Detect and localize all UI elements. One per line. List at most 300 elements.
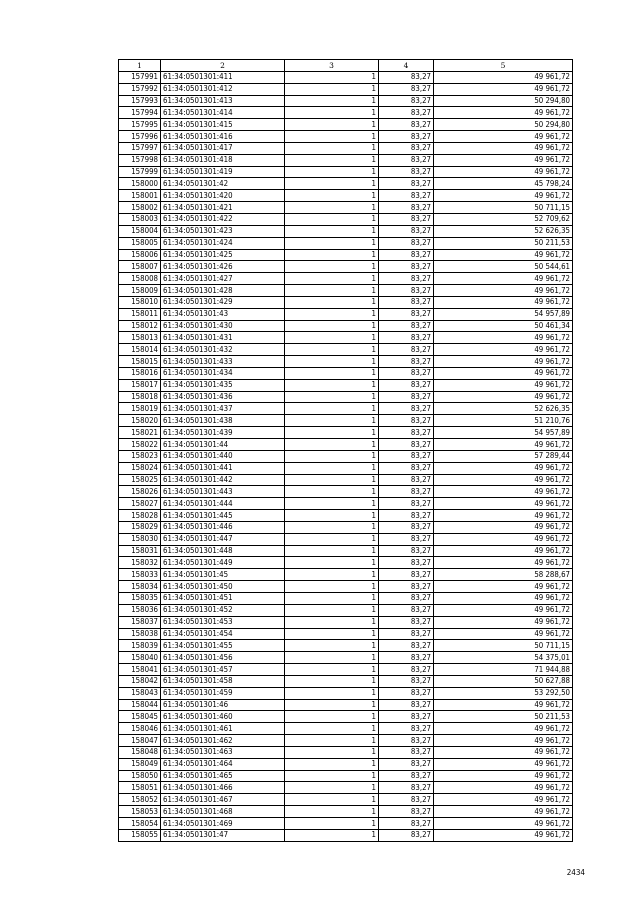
table-row <box>119 462 573 474</box>
cadastral-number-cell: 61:34:0501301:457 <box>161 664 285 676</box>
row-number-cell: 158001 <box>119 190 161 202</box>
value-cell: 49 961,72 <box>434 107 573 119</box>
value-cell: 49 961,72 <box>434 391 573 403</box>
value-cell: 49 961,72 <box>434 521 573 533</box>
area-cell: 83,27 <box>379 391 434 403</box>
quantity-cell: 1 <box>285 71 379 83</box>
table-row <box>119 818 573 830</box>
cadastral-number-cell: 61:34:0501301:469 <box>161 818 285 830</box>
value-cell: 49 961,72 <box>434 557 573 569</box>
area-cell: 83,27 <box>379 249 434 261</box>
area-cell: 83,27 <box>379 379 434 391</box>
cadastral-number-cell: 61:34:0501301:461 <box>161 723 285 735</box>
cadastral-number-cell: 61:34:0501301:435 <box>161 379 285 391</box>
area-cell: 83,27 <box>379 818 434 830</box>
quantity-cell: 1 <box>285 367 379 379</box>
quantity-cell: 1 <box>285 107 379 119</box>
area-cell: 83,27 <box>379 439 434 451</box>
cadastral-number-cell: 61:34:0501301:42 <box>161 178 285 190</box>
cadastral-number-cell: 61:34:0501301:465 <box>161 770 285 782</box>
table-row <box>119 379 573 391</box>
cadastral-number-cell: 61:34:0501301:467 <box>161 794 285 806</box>
table-row <box>119 249 573 261</box>
area-cell: 83,27 <box>379 652 434 664</box>
quantity-cell: 1 <box>285 403 379 415</box>
table-row <box>119 652 573 664</box>
cadastral-number-cell: 61:34:0501301:432 <box>161 344 285 356</box>
value-cell: 50 711,15 <box>434 640 573 652</box>
row-number-cell: 158054 <box>119 818 161 830</box>
table-row <box>119 521 573 533</box>
cadastral-number-cell: 61:34:0501301:426 <box>161 261 285 273</box>
row-number-cell: 157992 <box>119 83 161 95</box>
row-number-cell: 158035 <box>119 592 161 604</box>
quantity-cell: 1 <box>285 758 379 770</box>
quantity-cell: 1 <box>285 711 379 723</box>
value-cell: 49 961,72 <box>434 367 573 379</box>
value-cell: 54 957,89 <box>434 308 573 320</box>
cadastral-number-cell: 61:34:0501301:430 <box>161 320 285 332</box>
table-row <box>119 296 573 308</box>
area-cell: 83,27 <box>379 616 434 628</box>
column-header-4: 4 <box>379 60 434 72</box>
table-row <box>119 439 573 451</box>
row-number-cell: 158053 <box>119 806 161 818</box>
value-cell: 49 961,72 <box>434 806 573 818</box>
value-cell: 49 961,72 <box>434 474 573 486</box>
quantity-cell: 1 <box>285 213 379 225</box>
row-number-cell: 157998 <box>119 154 161 166</box>
quantity-cell: 1 <box>285 296 379 308</box>
quantity-cell: 1 <box>285 142 379 154</box>
area-cell: 83,27 <box>379 498 434 510</box>
cadastral-number-cell: 61:34:0501301:411 <box>161 71 285 83</box>
quantity-cell: 1 <box>285 131 379 143</box>
value-cell: 49 961,72 <box>434 166 573 178</box>
value-cell: 51 210,76 <box>434 415 573 427</box>
cadastral-number-cell: 61:34:0501301:434 <box>161 367 285 379</box>
quantity-cell: 1 <box>285 794 379 806</box>
table-row <box>119 356 573 368</box>
table-row <box>119 450 573 462</box>
cadastral-number-cell: 61:34:0501301:458 <box>161 675 285 687</box>
area-cell: 83,27 <box>379 699 434 711</box>
value-cell: 49 961,72 <box>434 699 573 711</box>
quantity-cell: 1 <box>285 285 379 297</box>
quantity-cell: 1 <box>285 652 379 664</box>
row-number-cell: 158003 <box>119 213 161 225</box>
cadastral-number-cell: 61:34:0501301:428 <box>161 285 285 297</box>
value-cell: 52 709,62 <box>434 213 573 225</box>
value-cell: 49 961,72 <box>434 190 573 202</box>
quantity-cell: 1 <box>285 640 379 652</box>
area-cell: 83,27 <box>379 403 434 415</box>
table-row <box>119 320 573 332</box>
area-cell: 83,27 <box>379 806 434 818</box>
area-cell: 83,27 <box>379 213 434 225</box>
area-cell: 83,27 <box>379 415 434 427</box>
table-row <box>119 592 573 604</box>
area-cell: 83,27 <box>379 95 434 107</box>
cadastral-number-cell: 61:34:0501301:452 <box>161 604 285 616</box>
cadastral-number-cell: 61:34:0501301:448 <box>161 545 285 557</box>
quantity-cell: 1 <box>285 83 379 95</box>
area-cell: 83,27 <box>379 510 434 522</box>
area-cell: 83,27 <box>379 285 434 297</box>
value-cell: 49 961,72 <box>434 462 573 474</box>
row-number-cell: 158032 <box>119 557 161 569</box>
table-row <box>119 71 573 83</box>
table-row <box>119 794 573 806</box>
row-number-cell: 158044 <box>119 699 161 711</box>
value-cell: 49 961,72 <box>434 356 573 368</box>
value-cell: 50 544,61 <box>434 261 573 273</box>
value-cell: 49 961,72 <box>434 758 573 770</box>
value-cell: 49 961,72 <box>434 770 573 782</box>
value-cell: 54 375,01 <box>434 652 573 664</box>
row-number-cell: 157999 <box>119 166 161 178</box>
area-cell: 83,27 <box>379 592 434 604</box>
table-row <box>119 723 573 735</box>
value-cell: 50 627,88 <box>434 675 573 687</box>
quantity-cell: 1 <box>285 344 379 356</box>
quantity-cell: 1 <box>285 664 379 676</box>
cadastral-number-cell: 61:34:0501301:414 <box>161 107 285 119</box>
area-cell: 83,27 <box>379 190 434 202</box>
quantity-cell: 1 <box>285 699 379 711</box>
page-number: 2434 <box>566 868 585 877</box>
table-row <box>119 344 573 356</box>
area-cell: 83,27 <box>379 462 434 474</box>
value-cell: 49 961,72 <box>434 616 573 628</box>
cadastral-number-cell: 61:34:0501301:44 <box>161 439 285 451</box>
table-row <box>119 758 573 770</box>
area-cell: 83,27 <box>379 581 434 593</box>
cadastral-number-cell: 61:34:0501301:421 <box>161 202 285 214</box>
row-number-cell: 157994 <box>119 107 161 119</box>
quantity-cell: 1 <box>285 486 379 498</box>
value-cell: 49 961,72 <box>434 285 573 297</box>
row-number-cell: 157991 <box>119 71 161 83</box>
value-cell: 49 961,72 <box>434 154 573 166</box>
document-table <box>118 59 573 842</box>
cadastral-number-cell: 61:34:0501301:464 <box>161 758 285 770</box>
quantity-cell: 1 <box>285 604 379 616</box>
area-cell: 83,27 <box>379 723 434 735</box>
row-number-cell: 158019 <box>119 403 161 415</box>
row-number-cell: 158011 <box>119 308 161 320</box>
cadastral-number-cell: 61:34:0501301:431 <box>161 332 285 344</box>
area-cell: 83,27 <box>379 486 434 498</box>
row-number-cell: 158012 <box>119 320 161 332</box>
row-number-cell: 157993 <box>119 95 161 107</box>
table-row <box>119 557 573 569</box>
cadastral-number-cell: 61:34:0501301:433 <box>161 356 285 368</box>
cadastral-number-cell: 61:34:0501301:463 <box>161 746 285 758</box>
row-number-cell: 158021 <box>119 427 161 439</box>
cadastral-number-cell: 61:34:0501301:456 <box>161 652 285 664</box>
row-number-cell: 158025 <box>119 474 161 486</box>
area-cell: 83,27 <box>379 225 434 237</box>
area-cell: 83,27 <box>379 735 434 747</box>
cadastral-number-cell: 61:34:0501301:454 <box>161 628 285 640</box>
row-number-cell: 158030 <box>119 533 161 545</box>
cadastral-number-cell: 61:34:0501301:442 <box>161 474 285 486</box>
cadastral-number-cell: 61:34:0501301:466 <box>161 782 285 794</box>
table-row <box>119 142 573 154</box>
quantity-cell: 1 <box>285 521 379 533</box>
cadastral-number-cell: 61:34:0501301:447 <box>161 533 285 545</box>
value-cell: 49 961,72 <box>434 379 573 391</box>
value-cell: 45 798,24 <box>434 178 573 190</box>
value-cell: 50 294,80 <box>434 119 573 131</box>
row-number-cell: 158015 <box>119 356 161 368</box>
area-cell: 83,27 <box>379 545 434 557</box>
value-cell: 50 294,80 <box>434 95 573 107</box>
area-cell: 83,27 <box>379 782 434 794</box>
quantity-cell: 1 <box>285 770 379 782</box>
row-number-cell: 158041 <box>119 664 161 676</box>
table-row <box>119 225 573 237</box>
quantity-cell: 1 <box>285 202 379 214</box>
table-row <box>119 391 573 403</box>
value-cell: 49 961,72 <box>434 782 573 794</box>
area-cell: 83,27 <box>379 83 434 95</box>
table-row <box>119 403 573 415</box>
value-cell: 54 957,89 <box>434 427 573 439</box>
row-number-cell: 158023 <box>119 450 161 462</box>
row-number-cell: 158033 <box>119 569 161 581</box>
row-number-cell: 158026 <box>119 486 161 498</box>
column-header-5: 5 <box>434 60 573 72</box>
quantity-cell: 1 <box>285 735 379 747</box>
cadastral-number-cell: 61:34:0501301:412 <box>161 83 285 95</box>
quantity-cell: 1 <box>285 569 379 581</box>
cadastral-number-cell: 61:34:0501301:420 <box>161 190 285 202</box>
quantity-cell: 1 <box>285 581 379 593</box>
cadastral-number-cell: 61:34:0501301:449 <box>161 557 285 569</box>
area-cell: 83,27 <box>379 533 434 545</box>
row-number-cell: 158022 <box>119 439 161 451</box>
row-number-cell: 158004 <box>119 225 161 237</box>
quantity-cell: 1 <box>285 391 379 403</box>
cadastral-number-cell: 61:34:0501301:441 <box>161 462 285 474</box>
area-cell: 83,27 <box>379 131 434 143</box>
area-cell: 83,27 <box>379 427 434 439</box>
cadastral-number-cell: 61:34:0501301:47 <box>161 829 285 841</box>
table-body <box>119 71 573 841</box>
cadastral-number-cell: 61:34:0501301:46 <box>161 699 285 711</box>
quantity-cell: 1 <box>285 829 379 841</box>
cadastral-number-cell: 61:34:0501301:444 <box>161 498 285 510</box>
area-cell: 83,27 <box>379 356 434 368</box>
cadastral-number-cell: 61:34:0501301:462 <box>161 735 285 747</box>
table-row <box>119 107 573 119</box>
row-number-cell: 158039 <box>119 640 161 652</box>
value-cell: 50 211,53 <box>434 237 573 249</box>
row-number-cell: 158052 <box>119 794 161 806</box>
value-cell: 49 961,72 <box>434 498 573 510</box>
table-row <box>119 237 573 249</box>
quantity-cell: 1 <box>285 498 379 510</box>
quantity-cell: 1 <box>285 95 379 107</box>
table-row <box>119 285 573 297</box>
area-cell: 83,27 <box>379 119 434 131</box>
cadastral-number-cell: 61:34:0501301:424 <box>161 237 285 249</box>
table-row <box>119 131 573 143</box>
table-row <box>119 628 573 640</box>
table-row <box>119 664 573 676</box>
table-row <box>119 95 573 107</box>
table-row <box>119 427 573 439</box>
area-cell: 83,27 <box>379 604 434 616</box>
row-number-cell: 158013 <box>119 332 161 344</box>
table-row <box>119 746 573 758</box>
value-cell: 58 288,67 <box>434 569 573 581</box>
quantity-cell: 1 <box>285 261 379 273</box>
row-number-cell: 158006 <box>119 249 161 261</box>
cadastral-number-cell: 61:34:0501301:455 <box>161 640 285 652</box>
table-row <box>119 581 573 593</box>
table-row <box>119 166 573 178</box>
value-cell: 49 961,72 <box>434 794 573 806</box>
table-row <box>119 711 573 723</box>
area-cell: 83,27 <box>379 746 434 758</box>
table-row <box>119 154 573 166</box>
quantity-cell: 1 <box>285 557 379 569</box>
quantity-cell: 1 <box>285 545 379 557</box>
row-number-cell: 158048 <box>119 746 161 758</box>
value-cell: 49 961,72 <box>434 332 573 344</box>
value-cell: 49 961,72 <box>434 486 573 498</box>
quantity-cell: 1 <box>285 190 379 202</box>
cadastral-number-cell: 61:34:0501301:439 <box>161 427 285 439</box>
cadastral-number-cell: 61:34:0501301:446 <box>161 521 285 533</box>
table-row <box>119 178 573 190</box>
header-row <box>119 60 573 72</box>
value-cell: 49 961,72 <box>434 581 573 593</box>
area-cell: 83,27 <box>379 829 434 841</box>
area-cell: 83,27 <box>379 273 434 285</box>
value-cell: 50 211,53 <box>434 711 573 723</box>
area-cell: 83,27 <box>379 261 434 273</box>
quantity-cell: 1 <box>285 237 379 249</box>
table-row <box>119 533 573 545</box>
table-row <box>119 308 573 320</box>
row-number-cell: 157995 <box>119 119 161 131</box>
cadastral-number-cell: 61:34:0501301:451 <box>161 592 285 604</box>
row-number-cell: 158042 <box>119 675 161 687</box>
row-number-cell: 158018 <box>119 391 161 403</box>
table-row <box>119 616 573 628</box>
row-number-cell: 158029 <box>119 521 161 533</box>
row-number-cell: 158047 <box>119 735 161 747</box>
quantity-cell: 1 <box>285 687 379 699</box>
row-number-cell: 157996 <box>119 131 161 143</box>
row-number-cell: 157997 <box>119 142 161 154</box>
row-number-cell: 158007 <box>119 261 161 273</box>
table-row <box>119 261 573 273</box>
row-number-cell: 158031 <box>119 545 161 557</box>
value-cell: 49 961,72 <box>434 829 573 841</box>
value-cell: 71 944,88 <box>434 664 573 676</box>
cadastral-number-cell: 61:34:0501301:417 <box>161 142 285 154</box>
table-row <box>119 510 573 522</box>
value-cell: 49 961,72 <box>434 273 573 285</box>
area-cell: 83,27 <box>379 344 434 356</box>
quantity-cell: 1 <box>285 273 379 285</box>
quantity-cell: 1 <box>285 356 379 368</box>
cadastral-number-cell: 61:34:0501301:429 <box>161 296 285 308</box>
table-row <box>119 545 573 557</box>
quantity-cell: 1 <box>285 154 379 166</box>
row-number-cell: 158055 <box>119 829 161 841</box>
row-number-cell: 158049 <box>119 758 161 770</box>
quantity-cell: 1 <box>285 474 379 486</box>
area-cell: 83,27 <box>379 320 434 332</box>
area-cell: 83,27 <box>379 237 434 249</box>
cadastral-number-cell: 61:34:0501301:45 <box>161 569 285 581</box>
area-cell: 83,27 <box>379 142 434 154</box>
area-cell: 83,27 <box>379 474 434 486</box>
row-number-cell: 158014 <box>119 344 161 356</box>
value-cell: 49 961,72 <box>434 142 573 154</box>
quantity-cell: 1 <box>285 510 379 522</box>
area-cell: 83,27 <box>379 166 434 178</box>
value-cell: 52 626,35 <box>434 403 573 415</box>
cadastral-number-cell: 61:34:0501301:450 <box>161 581 285 593</box>
row-number-cell: 158002 <box>119 202 161 214</box>
area-cell: 83,27 <box>379 675 434 687</box>
area-cell: 83,27 <box>379 71 434 83</box>
row-number-cell: 158051 <box>119 782 161 794</box>
area-cell: 83,27 <box>379 794 434 806</box>
area-cell: 83,27 <box>379 628 434 640</box>
value-cell: 49 961,72 <box>434 249 573 261</box>
table-row <box>119 213 573 225</box>
value-cell: 49 961,72 <box>434 746 573 758</box>
quantity-cell: 1 <box>285 533 379 545</box>
row-number-cell: 158037 <box>119 616 161 628</box>
quantity-cell: 1 <box>285 628 379 640</box>
area-cell: 83,27 <box>379 664 434 676</box>
row-number-cell: 158050 <box>119 770 161 782</box>
table-row <box>119 735 573 747</box>
cadastral-number-cell: 61:34:0501301:422 <box>161 213 285 225</box>
cadastral-number-cell: 61:34:0501301:445 <box>161 510 285 522</box>
quantity-cell: 1 <box>285 450 379 462</box>
table-row <box>119 190 573 202</box>
row-number-cell: 158045 <box>119 711 161 723</box>
area-cell: 83,27 <box>379 154 434 166</box>
quantity-cell: 1 <box>285 415 379 427</box>
cadastral-number-cell: 61:34:0501301:437 <box>161 403 285 415</box>
area-cell: 83,27 <box>379 711 434 723</box>
value-cell: 49 961,72 <box>434 344 573 356</box>
quantity-cell: 1 <box>285 427 379 439</box>
row-number-cell: 158005 <box>119 237 161 249</box>
value-cell: 49 961,72 <box>434 533 573 545</box>
table-row <box>119 332 573 344</box>
area-cell: 83,27 <box>379 521 434 533</box>
table-row <box>119 273 573 285</box>
table-row <box>119 202 573 214</box>
quantity-cell: 1 <box>285 166 379 178</box>
table-row <box>119 687 573 699</box>
value-cell: 53 292,50 <box>434 687 573 699</box>
area-cell: 83,27 <box>379 202 434 214</box>
row-number-cell: 158027 <box>119 498 161 510</box>
